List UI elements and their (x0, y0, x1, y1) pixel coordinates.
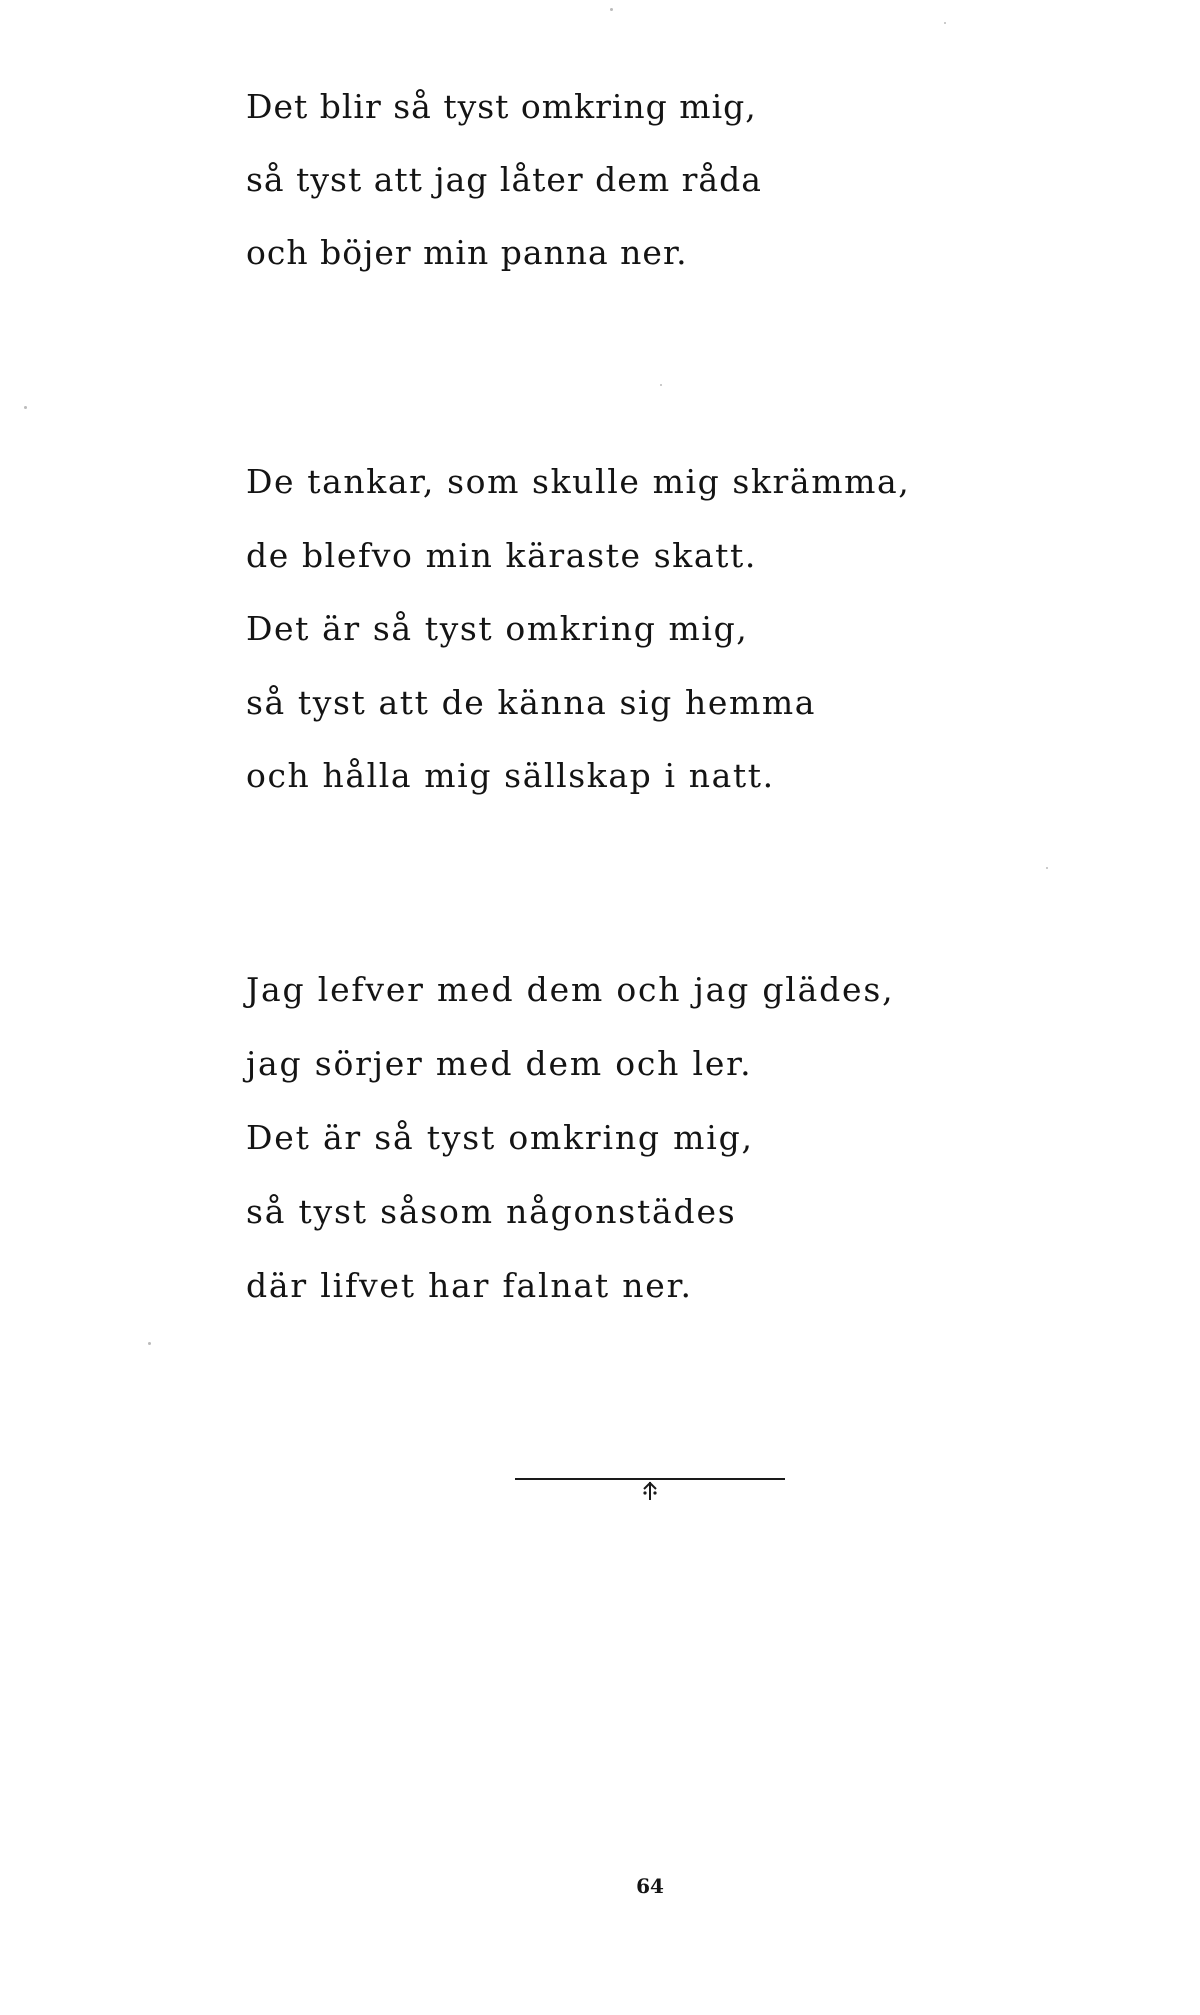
poem-line: så tyst att de känna sig hemma (246, 682, 817, 722)
stanza-3 (246, 953, 894, 1323)
scan-speck (944, 22, 946, 24)
page-number: 64 (636, 1874, 664, 1898)
poem-line: De tankar, som skulle mig skrämma, (246, 462, 911, 501)
poem-line: så tyst att jag låter dem råda (246, 160, 762, 199)
end-divider (515, 1470, 785, 1504)
poem-line: Det är så tyst omkring mig, (246, 609, 749, 648)
poem-line: där lifvet har falnat ner. (246, 1266, 693, 1305)
poem-line: så tyst såsom någonstädes (246, 1192, 737, 1231)
poem-line: och hålla mig sällskap i natt. (246, 756, 775, 795)
poem-line: Jag lefver med dem och jag glädes, (246, 970, 895, 1009)
scan-speck (1046, 867, 1048, 869)
poem-line: Det är så tyst omkring mig, (246, 1118, 754, 1157)
divider-ornament-icon (639, 1480, 661, 1502)
scan-speck (660, 384, 662, 386)
poem-line: och böjer min panna ner. (246, 233, 688, 272)
stanza-1 (246, 70, 762, 289)
poem-line: jag sörjer med dem och ler. (246, 1044, 753, 1083)
scan-speck (24, 406, 27, 409)
poem-line: Det blir så tyst omkring mig, (246, 87, 757, 126)
stanza-2 (246, 445, 910, 813)
scan-speck (148, 1342, 151, 1345)
poem-line: de blefvo min käraste skatt. (246, 535, 757, 575)
scan-speck (610, 8, 613, 11)
